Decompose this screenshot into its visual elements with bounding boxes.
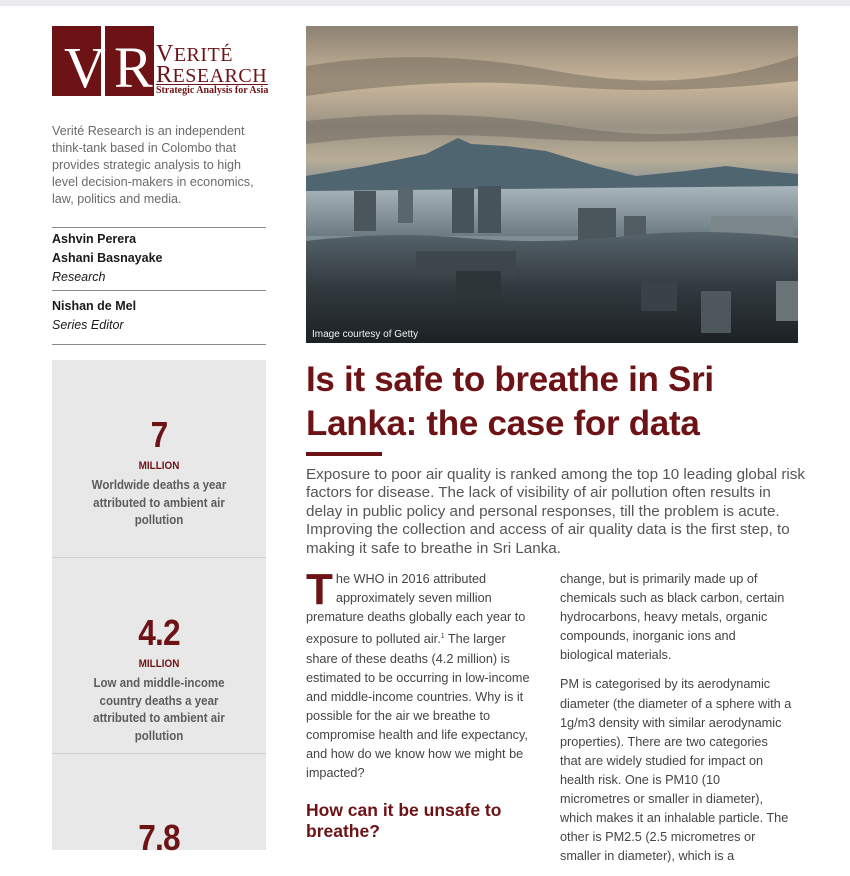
drop-cap: T [306,565,333,614]
sidebar-divider [52,290,266,291]
authors-block [52,230,162,287]
section-heading: How can it be unsafe to breathe? [306,800,502,841]
image-credit: Image courtesy of Getty [312,329,419,340]
title-underline [306,452,382,456]
logo-letter-v: V [64,35,106,100]
logo-tagline: Strategic Analysis for Asia [156,85,269,96]
authors-role: Research [52,270,106,284]
logo-word-verite-rest: ERITÉ [173,44,233,66]
about-text: Verité Research is an independent think-tank based in Colombo that provides strategic analysis to high level decision-makers in economics, law, politics and media. [52,124,254,206]
article-paragraph: PM is categorised by its aerodynamic diameter (the diameter of a sphere with a 1g/m3 density with similar aerodynamic properties). There are two categories that are widely studied for impact on health risk. One is PM10 (10 micrometres or smaller in diameter), which makes it an inhalable particle. The other is PM2.5 (2.5 micrometres or smaller in diameter), which is a [560,677,792,864]
top-bar [0,0,850,6]
stat-unit: MILLION [138,658,180,670]
stats-panel [52,360,266,858]
stat-divider [52,557,266,558]
footnote-marker[interactable]: 1 [440,633,445,641]
logo-letter-r: R [114,35,153,100]
stat-card [52,613,266,745]
city-skyline-photo-icon [306,26,798,343]
stat-unit: MILLION [138,460,180,472]
article-column-1 [306,565,538,793]
stat-card [52,415,266,530]
article-column-2 [560,570,792,876]
stat-divider [52,753,266,754]
logo-word-research-cap: R [156,62,173,88]
sidebar-divider [52,227,266,228]
stat-description: Worldwide deaths a year attributed to ambient air pollution [91,478,227,527]
stat-card [52,818,266,858]
editor-name: Nishan de Mel [52,299,137,313]
logo-word-research-rest: ESEARCH [172,65,268,87]
stat-number: 4.2 [138,612,180,653]
editor-block [52,297,136,335]
paragraph-text: The larger share of these deaths (4.2 million) is estimated to be occurring in low-income and middle-income countries. Why is it possible for the air we breathe to compromise health and life expectancy, and how do we know how we might be impacted? [306,632,530,781]
author-name: Ashani Basnayake [52,251,163,265]
logo-word-verite-cap: V [156,41,174,67]
stat-number: 7 [150,414,168,455]
article-title: Is it safe to breathe in Sri Lanka: the case for data [306,360,714,443]
article-paragraph: change, but is primarily made up of chemicals such as black carbon, certain hydrocarbons, heavy metals, organic compounds, inorganic ions and biological materials. [560,572,785,663]
article-lede: Exposure to poor air quality is ranked among the top 10 leading global risk factors for disease. The lack of visibility of air pollution often results in delay in public policy and personal responses, till the problem is acute. Improving the collection and access of air quality data is the first step, to making it safe to breathe in Sri Lanka. [306,466,805,557]
hero-image [306,26,798,343]
article-paragraph [306,565,538,783]
verite-research-logo [52,26,269,100]
editor-role: Series Editor [52,318,124,332]
author-name: Ashvin Perera [52,232,137,246]
sidebar-divider [52,344,266,345]
stat-description: Low and middle-income country deaths a year attributed to ambient air pollution [93,676,225,743]
paragraph-text: he WHO in 2016 attributed approximately seven million premature deaths globally each year to exposure to polluted air. [306,572,526,647]
stat-number: 7.8 [138,817,180,858]
